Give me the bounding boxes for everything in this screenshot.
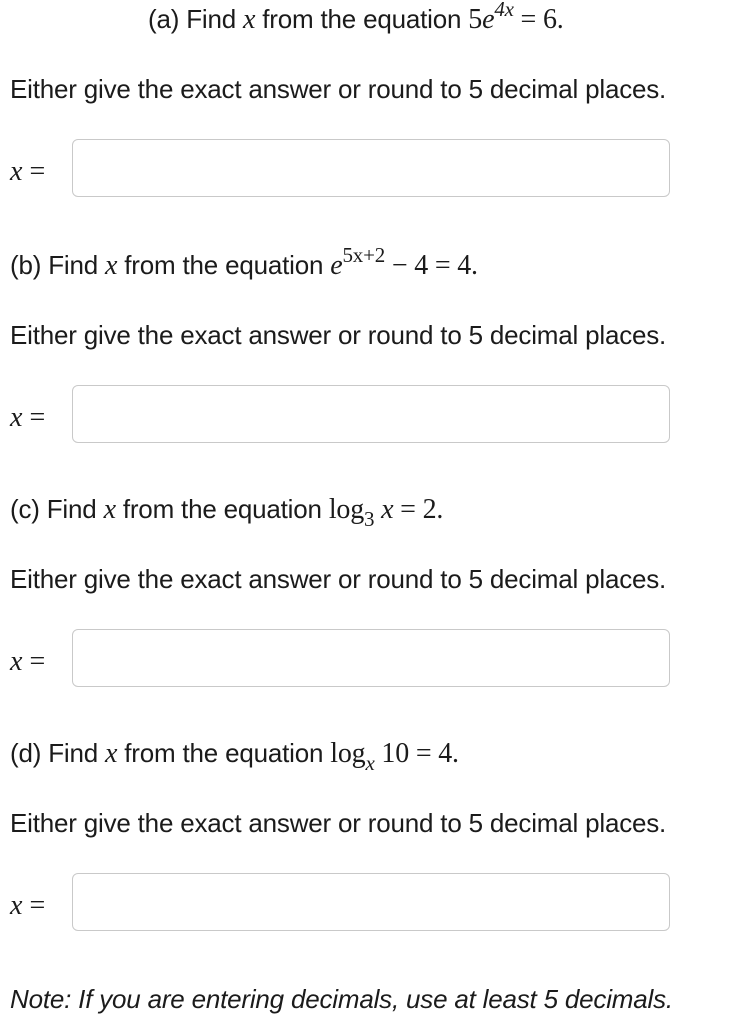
instruction-a: Either give the exact answer or round to 5 decimal places. bbox=[10, 74, 667, 104]
eq-d-subscript: x bbox=[365, 751, 375, 775]
question-a-equation bbox=[468, 0, 564, 35]
question-c-variable: x bbox=[103, 494, 116, 525]
question-d-mid: from the equation bbox=[124, 738, 324, 768]
eq-a-rhs: = 6. bbox=[520, 4, 564, 35]
eq-d-fn: log bbox=[330, 738, 366, 769]
question-d-variable: x bbox=[105, 738, 118, 769]
answer-b-input[interactable] bbox=[72, 385, 670, 443]
question-b-equation bbox=[330, 243, 478, 281]
question-b-label: (b) Find bbox=[10, 250, 98, 280]
eq-d-rhs: = 4. bbox=[415, 738, 459, 769]
answer-a-input[interactable] bbox=[72, 139, 670, 197]
answer-d-label-var: x bbox=[10, 890, 23, 921]
question-a-variable: x bbox=[243, 4, 256, 35]
question-a-mid: from the equation bbox=[262, 4, 462, 34]
question-a-label: (a) Find bbox=[148, 4, 236, 34]
eq-b-base: e bbox=[330, 250, 343, 281]
answer-d-input[interactable] bbox=[72, 873, 670, 931]
answer-c-input[interactable] bbox=[72, 629, 670, 687]
question-d bbox=[10, 738, 459, 775]
answer-a-label bbox=[10, 156, 45, 188]
answer-b-label-var: x bbox=[10, 402, 23, 433]
eq-a-coef: 5 bbox=[468, 4, 483, 35]
question-b-mid: from the equation bbox=[124, 250, 324, 280]
question-c bbox=[10, 494, 444, 531]
eq-a-exponent: 4x bbox=[494, 0, 514, 21]
eq-c-rhs: = 2. bbox=[400, 494, 444, 525]
question-a bbox=[148, 0, 564, 36]
question-d-equation bbox=[330, 738, 459, 775]
instruction-b: Either give the exact answer or round to 5 decimal places. bbox=[10, 320, 667, 350]
eq-a-base: e bbox=[482, 4, 495, 35]
eq-c-fn: log bbox=[328, 494, 364, 525]
answer-d-label-eq: = bbox=[29, 890, 46, 921]
answer-d-label bbox=[10, 890, 45, 922]
eq-b-exponent: 5x+2 bbox=[342, 243, 386, 267]
answer-c-label bbox=[10, 646, 45, 678]
answer-a-label-eq: = bbox=[29, 156, 46, 187]
eq-c-argument: x bbox=[381, 494, 394, 525]
question-c-mid: from the equation bbox=[122, 494, 322, 524]
instruction-c: Either give the exact answer or round to 5 decimal places. bbox=[10, 564, 667, 594]
question-c-equation bbox=[328, 494, 444, 531]
instruction-d: Either give the exact answer or round to 5 decimal places. bbox=[10, 808, 667, 838]
answer-c-label-eq: = bbox=[29, 646, 46, 677]
eq-c-subscript: 3 bbox=[364, 507, 375, 531]
eq-b-rest: − 4 = 4. bbox=[391, 250, 478, 281]
answer-c-label-var: x bbox=[10, 646, 23, 677]
question-b bbox=[10, 243, 478, 282]
decimal-note: Note: If you are entering decimals, use at least 5 decimals. bbox=[10, 984, 673, 1014]
question-b-variable: x bbox=[105, 250, 118, 281]
question-d-label: (d) Find bbox=[10, 738, 98, 768]
eq-d-argument: 10 bbox=[381, 738, 409, 769]
answer-b-label bbox=[10, 402, 45, 434]
question-c-label: (c) Find bbox=[10, 494, 97, 524]
answer-b-label-eq: = bbox=[29, 402, 46, 433]
answer-a-label-var: x bbox=[10, 156, 23, 187]
